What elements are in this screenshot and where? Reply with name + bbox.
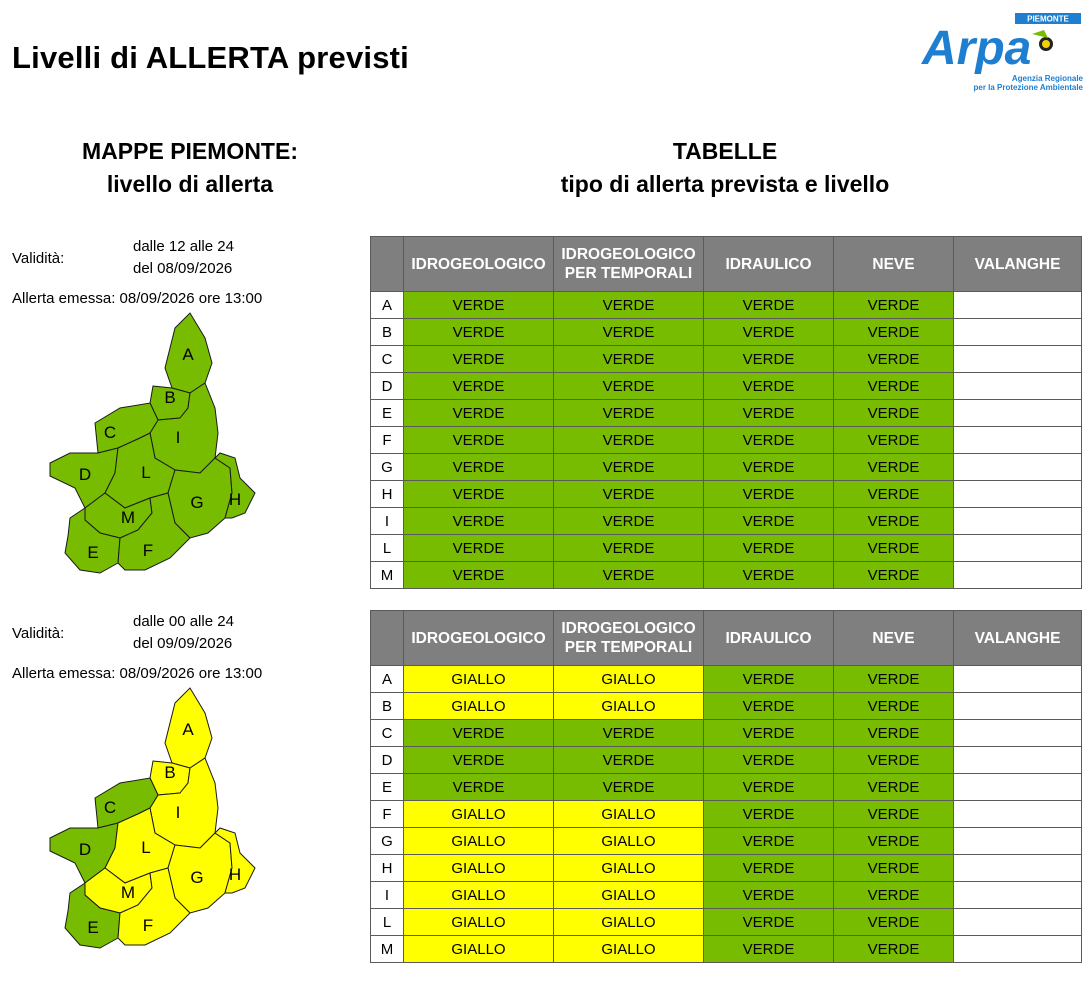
- alert-level-cell: GIALLO: [404, 693, 554, 720]
- column-header: [954, 237, 1082, 292]
- table-row: [371, 481, 1082, 508]
- alert-level-cell: VERDE: [404, 535, 554, 562]
- alert-level-cell: VERDE: [704, 346, 834, 373]
- logo-line1: Agenzia Regionale: [1011, 74, 1083, 83]
- column-header-line: IDRAULICO: [725, 255, 812, 273]
- map-zone-label: L: [141, 838, 151, 857]
- alert-level-cell: [954, 319, 1082, 346]
- table-row: [371, 454, 1082, 481]
- alert-level-cell: GIALLO: [404, 909, 554, 936]
- alert-level-cell: [954, 882, 1082, 909]
- alert-level-cell: VERDE: [554, 454, 704, 481]
- alert-level-cell: VERDE: [404, 774, 554, 801]
- alert-level-cell: VERDE: [404, 319, 554, 346]
- column-header-line: VALANGHE: [974, 255, 1061, 273]
- alert-level-cell: VERDE: [834, 666, 954, 693]
- alert-level-cell: VERDE: [404, 427, 554, 454]
- alert-table: [370, 236, 1082, 589]
- alert-level-cell: GIALLO: [554, 936, 704, 963]
- map-zone-label: A: [182, 720, 194, 739]
- maps-heading: [40, 135, 340, 201]
- validity-line1: dalle 00 alle 24: [133, 613, 234, 630]
- alert-level-cell: VERDE: [834, 400, 954, 427]
- alert-level-cell: VERDE: [834, 481, 954, 508]
- alert-level-cell: [954, 562, 1082, 589]
- issued-text: Allerta emessa: 08/09/2026 ore 13:00: [12, 665, 263, 682]
- column-header: [954, 611, 1082, 666]
- alert-level-cell: VERDE: [834, 693, 954, 720]
- map-zone-label: E: [87, 543, 99, 562]
- piemonte-map-svg: [40, 308, 280, 598]
- tables-heading-line1: TABELLE: [672, 138, 778, 164]
- alert-level-cell: [954, 346, 1082, 373]
- table-row: [371, 909, 1082, 936]
- tables-heading: [370, 135, 1080, 201]
- alert-level-cell: [954, 909, 1082, 936]
- alert-level-cell: [954, 481, 1082, 508]
- zone-label: G: [371, 828, 404, 855]
- alert-level-cell: VERDE: [834, 535, 954, 562]
- column-header-line: IDROGEOLOGICO: [561, 246, 696, 263]
- map-zone-label: H: [228, 865, 242, 884]
- alert-level-cell: VERDE: [704, 373, 834, 400]
- alert-level-cell: VERDE: [554, 319, 704, 346]
- alert-level-cell: VERDE: [554, 292, 704, 319]
- maps-heading-line1: MAPPE PIEMONTE:: [82, 138, 298, 164]
- tables-heading-line2: tipo di allerta prevista e livello: [560, 171, 890, 197]
- page-title: Livelli di ALLERTA previsti: [12, 40, 409, 75]
- alert-level-cell: VERDE: [834, 855, 954, 882]
- alert-level-cell: VERDE: [704, 666, 834, 693]
- table-row: [371, 882, 1082, 909]
- alert-level-cell: GIALLO: [554, 666, 704, 693]
- table-row: [371, 747, 1082, 774]
- alert-level-cell: VERDE: [554, 535, 704, 562]
- alert-level-cell: VERDE: [704, 936, 834, 963]
- alert-level-cell: VERDE: [834, 909, 954, 936]
- alert-level-cell: [954, 720, 1082, 747]
- map-zone-label: M: [120, 883, 136, 902]
- alert-level-cell: VERDE: [554, 508, 704, 535]
- piemonte-map: [40, 683, 280, 973]
- alert-level-cell: VERDE: [554, 747, 704, 774]
- column-header: [404, 237, 554, 292]
- zone-label: B: [371, 319, 404, 346]
- logo-line2: per la Protezione Ambientale: [973, 83, 1083, 92]
- alert-level-cell: VERDE: [404, 562, 554, 589]
- alert-level-cell: GIALLO: [404, 666, 554, 693]
- column-header-line: IDROGEOLOGICO: [411, 629, 546, 647]
- alert-level-cell: VERDE: [404, 747, 554, 774]
- map-zone-label: H: [228, 490, 242, 509]
- zone-label: E: [371, 400, 404, 427]
- alert-table: [370, 610, 1082, 963]
- alert-level-cell: GIALLO: [554, 801, 704, 828]
- table-row: [371, 828, 1082, 855]
- alert-level-cell: VERDE: [704, 882, 834, 909]
- table-row: [371, 666, 1082, 693]
- alert-level-cell: GIALLO: [554, 909, 704, 936]
- zone-label: D: [371, 373, 404, 400]
- column-header: [704, 237, 834, 292]
- validity-period: [133, 236, 234, 280]
- alert-level-cell: VERDE: [704, 535, 834, 562]
- column-header-line: PER TEMPORALI: [564, 265, 693, 282]
- alert-level-cell: VERDE: [834, 319, 954, 346]
- table-row: [371, 720, 1082, 747]
- alert-level-cell: VERDE: [834, 454, 954, 481]
- map-zone-label: G: [190, 493, 204, 512]
- alert-level-cell: VERDE: [404, 481, 554, 508]
- zone-label: G: [371, 454, 404, 481]
- alert-level-cell: [954, 427, 1082, 454]
- alert-level-cell: VERDE: [554, 346, 704, 373]
- alert-level-cell: [954, 747, 1082, 774]
- alert-level-cell: GIALLO: [554, 855, 704, 882]
- map-zone-label: F: [142, 916, 154, 935]
- zone-label: F: [371, 427, 404, 454]
- alert-level-cell: [954, 666, 1082, 693]
- map-zone-label: C: [103, 798, 117, 817]
- column-header: [554, 611, 704, 666]
- column-header-line: IDROGEOLOGICO: [561, 620, 696, 637]
- map-zone-label: B: [164, 388, 176, 407]
- alert-level-cell: VERDE: [404, 346, 554, 373]
- alert-level-cell: VERDE: [554, 400, 704, 427]
- table-row: [371, 292, 1082, 319]
- validity-line1: dalle 12 alle 24: [133, 238, 234, 255]
- map-zone-label: I: [175, 803, 181, 822]
- alert-level-cell: [954, 828, 1082, 855]
- table-row: [371, 400, 1082, 427]
- alert-level-cell: VERDE: [834, 427, 954, 454]
- column-header-line: VALANGHE: [974, 629, 1061, 647]
- alert-level-cell: [954, 400, 1082, 427]
- column-header-line: PER TEMPORALI: [564, 639, 693, 656]
- alert-level-cell: GIALLO: [554, 828, 704, 855]
- alert-level-cell: VERDE: [704, 400, 834, 427]
- map-zone-label: A: [182, 345, 194, 364]
- zone-label: F: [371, 801, 404, 828]
- validity-label: Validità:: [12, 250, 65, 267]
- table-corner: [371, 611, 404, 666]
- map-zone-label: D: [78, 840, 92, 859]
- alert-level-cell: [954, 693, 1082, 720]
- table-row: [371, 427, 1082, 454]
- zone-label: B: [371, 693, 404, 720]
- piemonte-map: [40, 308, 280, 598]
- alert-level-cell: [954, 801, 1082, 828]
- issued-text: Allerta emessa: 08/09/2026 ore 13:00: [12, 290, 263, 307]
- zone-label: I: [371, 882, 404, 909]
- zone-label: I: [371, 508, 404, 535]
- alert-level-cell: VERDE: [704, 720, 834, 747]
- alert-level-cell: VERDE: [704, 319, 834, 346]
- alert-level-cell: VERDE: [704, 909, 834, 936]
- alert-level-cell: VERDE: [834, 562, 954, 589]
- alert-level-cell: GIALLO: [404, 801, 554, 828]
- logo-region: PIEMONTE: [1027, 14, 1069, 24]
- map-zone-label: E: [87, 918, 99, 937]
- alert-level-cell: VERDE: [404, 720, 554, 747]
- alert-level-cell: VERDE: [834, 720, 954, 747]
- alert-level-cell: VERDE: [404, 454, 554, 481]
- alert-level-cell: VERDE: [554, 481, 704, 508]
- zone-label: M: [371, 936, 404, 963]
- alert-level-cell: GIALLO: [404, 936, 554, 963]
- alert-level-cell: VERDE: [834, 747, 954, 774]
- alert-level-cell: VERDE: [834, 774, 954, 801]
- alert-level-cell: VERDE: [704, 481, 834, 508]
- alert-level-cell: [954, 535, 1082, 562]
- column-header-line: NEVE: [872, 629, 915, 647]
- table-row: [371, 508, 1082, 535]
- table-row: [371, 346, 1082, 373]
- alert-level-cell: VERDE: [554, 427, 704, 454]
- alert-level-cell: GIALLO: [404, 855, 554, 882]
- column-header: [834, 237, 954, 292]
- alert-level-cell: VERDE: [554, 774, 704, 801]
- zone-label: E: [371, 774, 404, 801]
- maps-heading-line2: livello di allerta: [106, 171, 274, 197]
- zone-label: L: [371, 535, 404, 562]
- arpa-logo: [920, 12, 1085, 102]
- table-row: [371, 562, 1082, 589]
- alert-level-cell: VERDE: [554, 373, 704, 400]
- column-header-line: IDRAULICO: [725, 629, 812, 647]
- alert-level-cell: [954, 855, 1082, 882]
- map-zone-label: I: [175, 428, 181, 447]
- map-zone-label: G: [190, 868, 204, 887]
- table-row: [371, 774, 1082, 801]
- map-zone-label: C: [103, 423, 117, 442]
- alert-level-cell: VERDE: [834, 882, 954, 909]
- zone-label: H: [371, 481, 404, 508]
- validity-period: [133, 611, 234, 655]
- table-row: [371, 855, 1082, 882]
- alert-level-cell: VERDE: [834, 346, 954, 373]
- alert-level-cell: VERDE: [704, 855, 834, 882]
- alert-level-cell: VERDE: [704, 508, 834, 535]
- validity-line2: del 09/09/2026: [133, 635, 233, 652]
- map-zone-label: D: [78, 465, 92, 484]
- alert-level-cell: VERDE: [554, 720, 704, 747]
- zone-label: C: [371, 346, 404, 373]
- alert-level-cell: VERDE: [834, 936, 954, 963]
- table-row: [371, 535, 1082, 562]
- alert-level-cell: VERDE: [834, 801, 954, 828]
- alert-level-cell: VERDE: [404, 292, 554, 319]
- alert-level-cell: VERDE: [404, 373, 554, 400]
- alert-level-cell: [954, 292, 1082, 319]
- alert-level-cell: GIALLO: [404, 828, 554, 855]
- zone-label: D: [371, 747, 404, 774]
- table-row: [371, 936, 1082, 963]
- alert-level-cell: VERDE: [704, 828, 834, 855]
- logo-word: Arpa: [922, 22, 1032, 75]
- alert-level-cell: [954, 508, 1082, 535]
- zone-label: C: [371, 720, 404, 747]
- alert-level-cell: VERDE: [704, 427, 834, 454]
- alert-level-cell: VERDE: [704, 693, 834, 720]
- validity-line2: del 08/09/2026: [133, 260, 233, 277]
- alert-level-cell: [954, 936, 1082, 963]
- column-header: [554, 237, 704, 292]
- table-row: [371, 801, 1082, 828]
- table-corner: [371, 237, 404, 292]
- map-zone-label: F: [142, 541, 154, 560]
- table-row: [371, 693, 1082, 720]
- alert-level-cell: [954, 454, 1082, 481]
- column-header: [704, 611, 834, 666]
- validity-label: Validità:: [12, 625, 65, 642]
- alert-level-cell: VERDE: [704, 801, 834, 828]
- zone-label: A: [371, 292, 404, 319]
- zone-label: H: [371, 855, 404, 882]
- alert-level-cell: VERDE: [704, 562, 834, 589]
- alert-level-cell: VERDE: [704, 747, 834, 774]
- alert-level-cell: VERDE: [704, 774, 834, 801]
- map-zone-label: B: [164, 763, 176, 782]
- zone-label: M: [371, 562, 404, 589]
- map-zone-label: L: [141, 463, 151, 482]
- piemonte-map-svg: [40, 683, 280, 973]
- zone-label: L: [371, 909, 404, 936]
- alert-level-cell: VERDE: [704, 454, 834, 481]
- zone-label: A: [371, 666, 404, 693]
- alert-level-cell: VERDE: [554, 562, 704, 589]
- alert-level-cell: VERDE: [834, 828, 954, 855]
- alert-level-cell: GIALLO: [404, 882, 554, 909]
- alert-level-cell: VERDE: [834, 292, 954, 319]
- table-row: [371, 373, 1082, 400]
- alert-level-cell: VERDE: [404, 400, 554, 427]
- alert-level-cell: VERDE: [834, 373, 954, 400]
- alert-level-cell: VERDE: [704, 292, 834, 319]
- map-zone-label: M: [120, 508, 136, 527]
- alert-level-cell: GIALLO: [554, 882, 704, 909]
- column-header-line: IDROGEOLOGICO: [411, 255, 546, 273]
- table-row: [371, 319, 1082, 346]
- alert-level-cell: [954, 774, 1082, 801]
- alert-level-cell: GIALLO: [554, 693, 704, 720]
- alert-level-cell: VERDE: [404, 508, 554, 535]
- column-header: [834, 611, 954, 666]
- alert-level-cell: VERDE: [834, 508, 954, 535]
- alert-level-cell: [954, 373, 1082, 400]
- column-header: [404, 611, 554, 666]
- column-header-line: NEVE: [872, 255, 915, 273]
